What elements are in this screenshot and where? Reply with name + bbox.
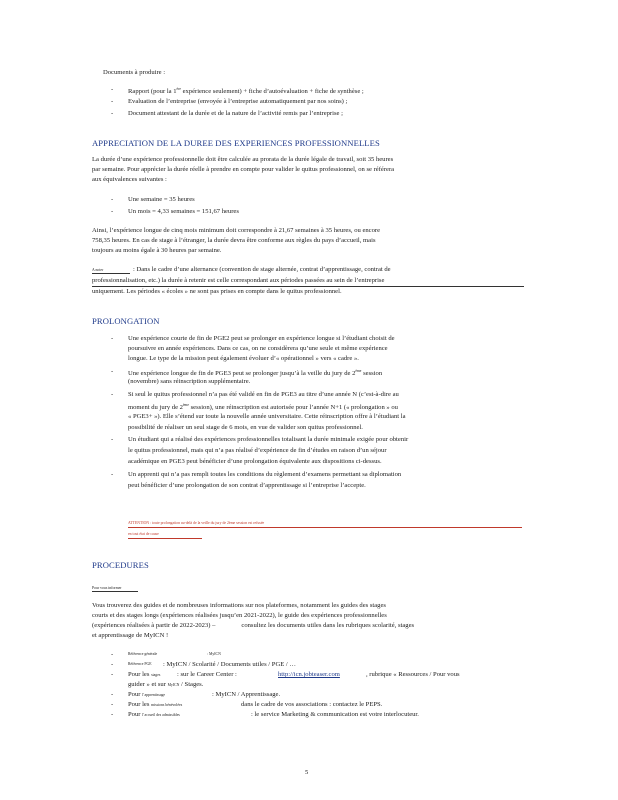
note-underline — [92, 286, 524, 287]
appreciation-paragraph-line: 758,35 heures. En cas de stage à l’étranger, la durée devra être conforme aux règles du pays d’accueil, mais — [92, 237, 376, 244]
attention-rule — [128, 538, 202, 539]
bullet-dash: - — [111, 651, 114, 658]
procedures-paragraph-line: courts et des stages longs (expériences réalisées jusqu’en 2021-2022), le guide des expériences professionnelles — [92, 612, 387, 619]
note-label-underline — [92, 273, 130, 274]
stages-line-2: guider » et sur MyICN / Stages. — [128, 681, 204, 688]
stages-line: Pour les stages — [128, 671, 161, 678]
prolongation-item-line: Si seul le quitus professionnel n’a pas été validé en fin de PGE3 au titre d’une année N (c’est-à-dire au — [128, 391, 399, 398]
prolongation-item-line: peut bénéficier d’une prolongation de son contrat d’apprentissage si l’entreprise l’accepte. — [128, 482, 366, 489]
prolongation-item-line: le quitus professionnel, mais qui n’a pas réalisé d’expérience de fin d’études en raison d’un séjour — [128, 447, 387, 454]
doc-item-evaluation: Evaluation de l’entreprise (envoyée à l’entreprise automatiquement par nos soins) ; — [128, 98, 348, 105]
bullet-dash: - — [111, 471, 114, 478]
prolongation-item-line: Un apprenti qui n’a pas rempli toutes les conditions du règlement d’examens permettant sa diplomation — [128, 471, 402, 478]
associations-value: dans le cadre de vos associations : contactez le PEPS. — [241, 701, 383, 708]
bullet-dash: - — [111, 661, 114, 668]
ref-general-label: Référence générale — [128, 652, 158, 656]
appreciation-paragraph-line: toujours au moins égale à 30 heures par semaine. — [92, 247, 222, 254]
ref-pge-label: Référence PGE — [128, 662, 152, 666]
accueil-value: : le service Marketing & communication est votre interlocuteur. — [251, 711, 419, 718]
procedures-paragraph-line: Vous trouverez des guides et de nombreuses informations sur nos plateformes, notamment les guides des stages — [92, 602, 386, 609]
bullet-dash: - — [111, 691, 114, 698]
prolongation-item-line: « PGE3+ »). Elle s’étend sur toute la nouvelle année universitaire. Cette réinscription offre à l’étudiant la — [128, 413, 406, 420]
doc-item-rapport: Rapport (pour la 1ère expérience seulement) + fiche d’autoévaluation + fiche de synthèse ; — [128, 87, 364, 96]
associations-line: Pour les missions bénévolées — [128, 701, 183, 708]
equivalence-week: Une semaine = 35 heures — [128, 196, 195, 203]
jobteaser-link[interactable]: http://icn.jobteaser.com — [278, 671, 340, 678]
prolongation-item-line: Une expérience longue de fin de PGE3 peut se prolonger jusqu’à la veille du jury de 2ème session — [128, 369, 383, 378]
bullet-dash: - — [111, 110, 114, 117]
page-number: 5 — [305, 769, 309, 776]
stages-rubrique: , rubrique « Ressources / Pour vous — [366, 671, 460, 678]
bullet-dash: - — [111, 671, 114, 678]
prolongation-item-line: poursuivre en année expériences. Dans ce cas, on ne considèrera qu’une seule et même expérience — [128, 345, 388, 352]
bullet-dash: - — [111, 98, 114, 105]
bullet-dash: - — [111, 391, 114, 398]
appreciation-paragraph-line: par semaine. Pour apprécier la durée réelle à prendre en compte pour valider le quitus professionnel, on se référera — [92, 166, 395, 173]
bullet-dash: - — [111, 196, 114, 203]
prolongation-item-line: Un étudiant qui a réalisé des expériences professionnelles totalisant la durée minimale exigée pour obtenir — [128, 436, 409, 443]
procedures-paragraph-line: (expériences réalisées à partir de 2022-2023) – consultez les documents utiles dans les rubriques scolarité, stages — [92, 622, 415, 629]
bullet-dash: - — [111, 86, 114, 93]
appreciation-paragraph-line: La durée d’une expérience professionnelle doit être calculée au prorata de la durée légale de travail, soit 35 heures — [92, 156, 394, 163]
apprentissage-line: Pour l’apprentissage — [128, 691, 166, 698]
note-line: : Dans le cadre d’une alternance (convention de stage alternée, contrat d’apprentissage, contrat de — [133, 266, 391, 273]
bullet-dash: - — [111, 711, 114, 718]
bullet-dash: - — [111, 368, 114, 375]
prolongation-heading: PROLONGATION — [92, 316, 160, 326]
ref-general-value: : MyICN — [207, 652, 221, 656]
bullet-dash: - — [111, 701, 114, 708]
prolongation-item-line: académique en PGE3 peut bénéficier d’une prolongation équivalente aux dispositions ci-dessus. — [128, 458, 382, 465]
documents-intro: Documents à produire : — [103, 69, 166, 76]
attention-rule — [128, 527, 522, 528]
procedures-subheading: Pour vous informer — [92, 586, 122, 590]
prolongation-item-line: moment du jury de 2ème session), une réinscription est autorisée pour l’année N+1 (« prolongation » ou — [128, 403, 398, 412]
apprentissage-value: : MyICN / Apprentissage. — [212, 691, 281, 698]
equivalence-month: Un mois = 4,33 semaines = 151,67 heures — [128, 208, 239, 215]
note-line: professionnalisation, etc.) la durée à retenir est celle correspondant aux périodes passées au sein de l’entreprise — [92, 277, 385, 284]
prolongation-item-line: (novembre) sans réinscription supplémentaire. — [128, 378, 251, 385]
attention-note: ATTENTION : toute prolongation au-delà de la veille du jury de 2ème session est refusée — [128, 521, 265, 525]
procedures-paragraph-line: et apprentissage de MyICN ! — [92, 632, 169, 639]
stages-career-center: : sur le Career Center : — [177, 671, 237, 678]
doc-item-attestation: Document attestant de la durée et de la nature de l’activité remis par l’entreprise ; — [128, 110, 343, 117]
bullet-dash: - — [111, 436, 114, 443]
appreciation-paragraph-line: aux équivalences suivantes : — [92, 176, 167, 183]
bullet-dash: - — [111, 335, 114, 342]
appreciation-paragraph-line: Ainsi, l’expérience longue de cinq mois minimum doit correspondre à 21,67 semaines à 35 heures, ou encore — [92, 227, 381, 234]
prolongation-item-line: Une expérience courte de fin de PGE2 peut se prolonger en expérience longue si l’étudiant choisit de — [128, 335, 395, 342]
appreciation-heading: APPRECIATION DE LA DUREE DES EXPERIENCES PROFESSIONNELLES — [92, 138, 380, 148]
attention-note-continued: en tout état de cause — [128, 532, 159, 536]
prolongation-item-line: possibilité de réaliser un seul stage de 6 mois, en vue de valider son quitus professionnel. — [128, 424, 363, 431]
prolongation-item-line: longue. Le type de la mission peut également évoluer d’« opérationnel » vers « cadre ». — [128, 355, 359, 362]
procedures-heading: PROCEDURES — [92, 560, 149, 570]
subheading-underline — [92, 591, 138, 592]
bullet-dash: - — [111, 208, 114, 215]
ref-pge-value: : MyICN / Scolarité / Documents utiles / PGE / … — [163, 661, 296, 668]
note-label: A noter — [92, 268, 104, 272]
note-line: uniquement. Les périodes « écoles » ne sont pas prises en compte dans le quitus professionnel. — [92, 288, 342, 295]
accueil-line: Pour l’accueil des admissibles — [128, 711, 180, 718]
